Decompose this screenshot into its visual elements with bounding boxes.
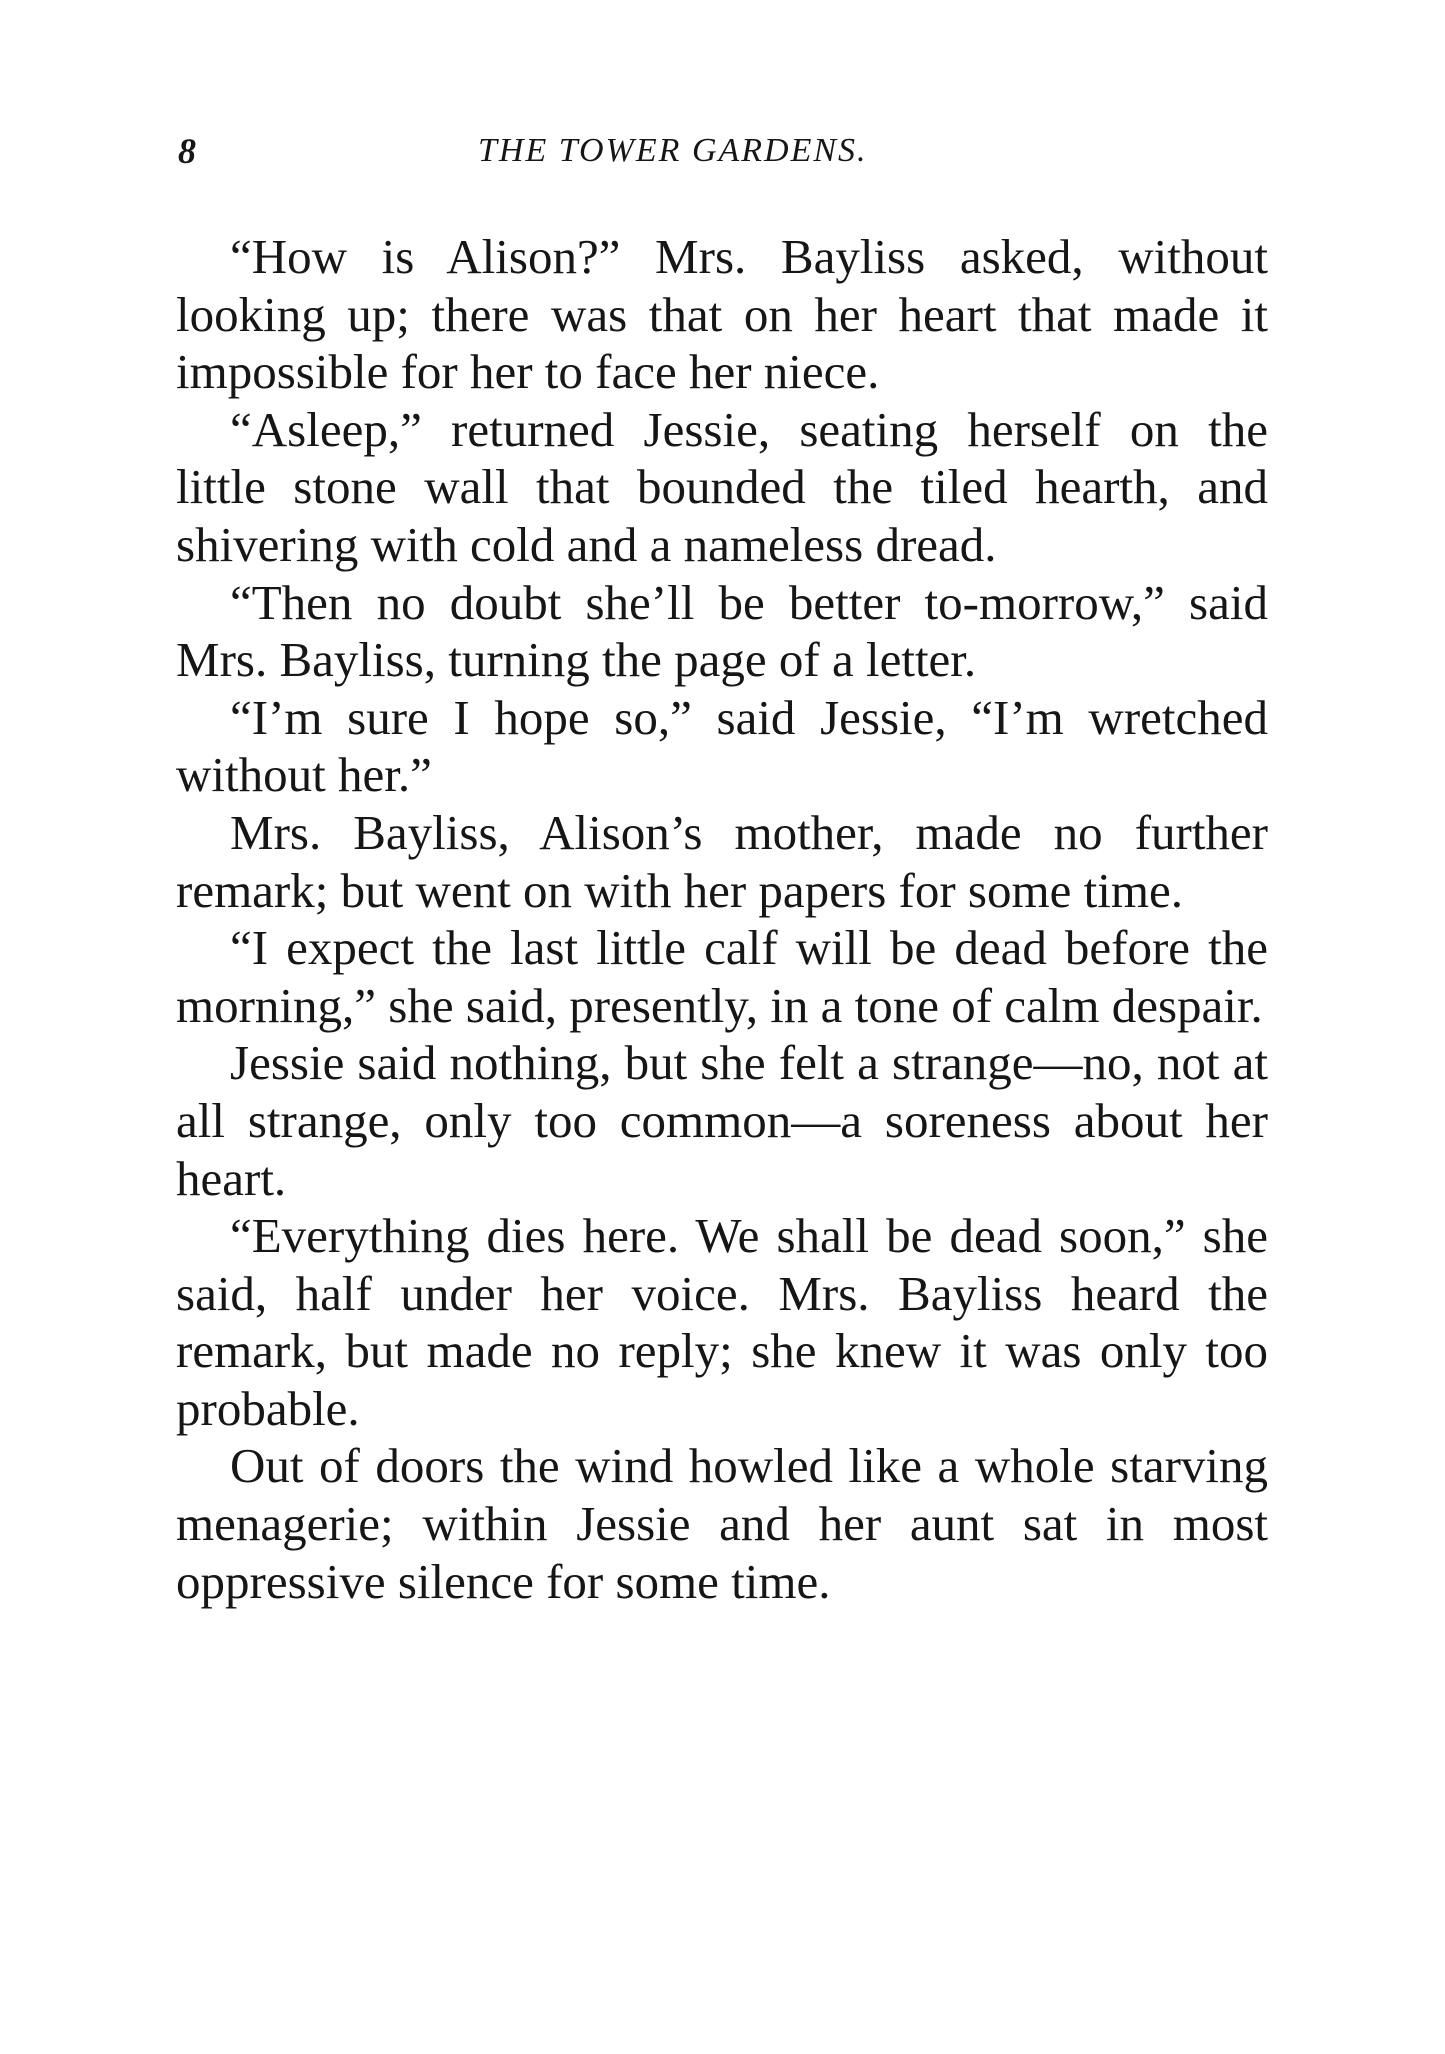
paragraph: “I expect the last little calf will be dead before the morning,” she said, presently, in a tone of calm despair. — [176, 920, 1268, 1033]
paragraph: “How is Alison?” Mrs. Bayliss asked, without looking up; there was that on her heart that made it impossible for her to face her niece. — [176, 229, 1268, 400]
page-number: 8 — [178, 131, 196, 171]
paragraph: Jessie said nothing, but she felt a strange—no, not at all strange, only too common—a soreness about her heart. — [176, 1035, 1268, 1206]
body-text — [176, 228, 1268, 1610]
paragraph: Mrs. Bayliss, Alison’s mother, made no further remark; but went on with her papers for some time. — [176, 804, 1268, 918]
paragraph: “I’m sure I hope so,” said Jessie, “I’m wretched without her.” — [176, 689, 1268, 803]
running-title: THE TOWER GARDENS. — [478, 132, 868, 169]
paragraph: “Everything dies here. We shall be dead soon,” she said, half under her voice. Mrs. Bayliss heard the remark, but made no reply; she knew it was only too probable. — [176, 1208, 1268, 1436]
running-head — [178, 130, 1270, 180]
paragraph: “Then no doubt she’ll be better to-morrow,” said Mrs. Bayliss, turning the page of a letter. — [176, 574, 1268, 688]
paragraph: Out of doors the wind howled like a whole starving menagerie; within Jessie and her aunt sat in most oppressive silence for some time. — [176, 1438, 1268, 1609]
paragraph: “Asleep,” returned Jessie, seating herself on the little stone wall that bounded the tiled hearth, and shivering with cold and a nameless dread. — [176, 401, 1268, 572]
